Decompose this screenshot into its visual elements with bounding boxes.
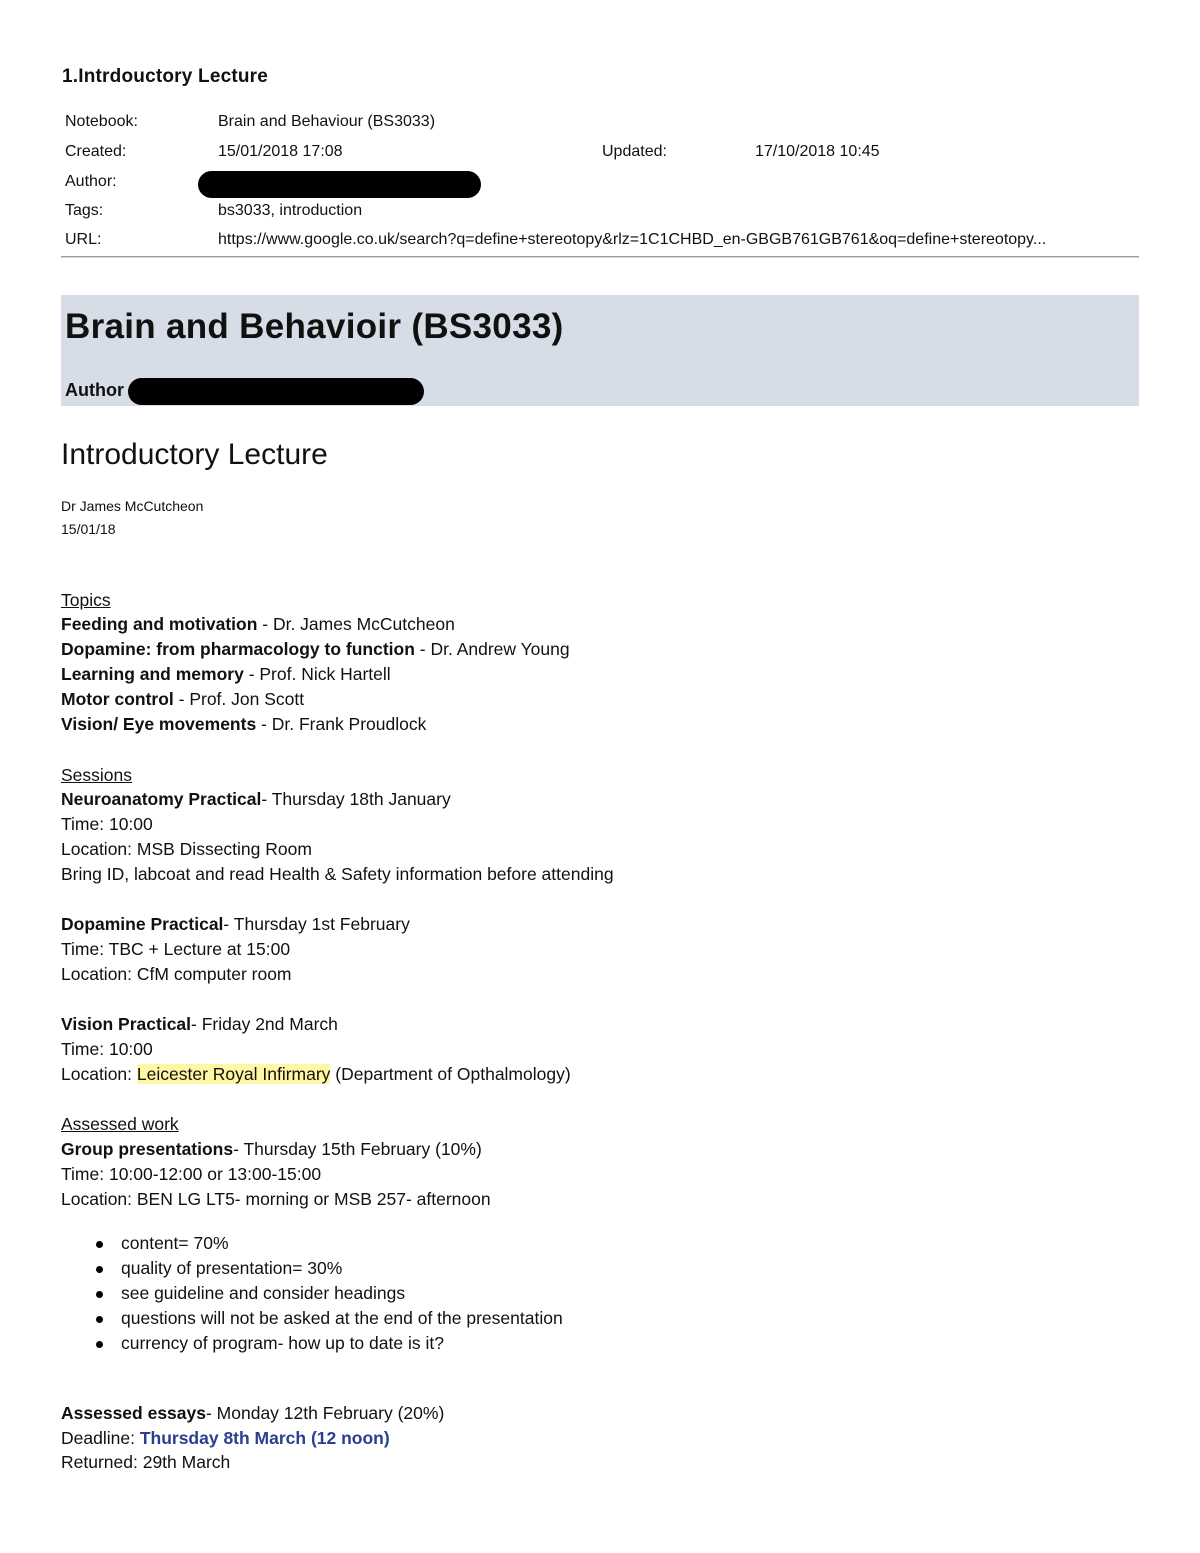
list-item [96,1283,563,1308]
banner-author-label: Author [65,380,124,400]
url-label: URL: [65,231,102,248]
session-name: Dopamine Practical [61,914,224,934]
lecture-heading: Introductory Lecture [61,438,328,471]
topic-title: Vision/ Eye movements [61,714,257,734]
session-note: Bring ID, labcoat and read Health & Safety information before attending [61,864,614,884]
meta-row-created [65,143,1140,169]
session-location [61,1064,571,1085]
assessment-title [61,1139,482,1160]
topic-title: Motor control [61,689,174,709]
topic-item [61,614,455,635]
topic-lecturer: - Dr. Frank Proudlock [256,714,427,734]
list-item-text: currency of program- how up to date is it? [121,1333,444,1353]
topic-lecturer: - Dr. James McCutcheon [257,614,455,634]
sessions-heading: Sessions [61,765,133,785]
updated-value: 17/10/2018 10:45 [755,143,880,160]
meta-row-url [65,231,1140,257]
assessment-date: - Thursday 15th February (10%) [233,1139,482,1159]
assessed-heading: Assessed work [61,1114,179,1134]
list-item-text: content= 70% [121,1233,229,1253]
session-location: Location: MSB Dissecting Room [61,839,312,859]
assessment-location: Location: BEN LG LT5- morning or MSB 257- afternoon [61,1189,491,1209]
notebook-label: Notebook: [65,113,138,130]
session-name: Vision Practical [61,1014,192,1034]
bullet-icon [96,1341,103,1348]
lecturer-name: Dr James McCutcheon [61,498,204,514]
session-location: Location: CfM computer room [61,964,292,984]
topic-lecturer: - Prof. Nick Hartell [243,664,391,684]
session-name: Neuroanatomy Practical [61,789,262,809]
highlighted-location: Leicester Royal Infirmary [136,1064,331,1084]
tags-value[interactable]: bs3033, introduction [218,202,363,219]
session-title [61,789,451,810]
author-redaction [198,171,481,198]
list-item-text: quality of presentation= 30% [121,1258,343,1278]
notebook-value[interactable]: Brain and Behaviour (BS3033) [218,113,436,130]
session-title [61,1014,338,1035]
bullet-icon [96,1291,103,1298]
topic-title: Dopamine: from pharmacology to function [61,639,415,659]
topic-title: Feeding and motivation [61,614,258,634]
topic-item [61,639,570,660]
location-prefix: Location: [61,1064,137,1084]
meta-row-tags [65,202,1140,228]
created-value: 15/01/2018 17:08 [218,143,343,160]
assessment-name: Group presentations [61,1139,234,1159]
list-item [96,1233,563,1258]
banner-title: Brain and Behavioir (BS3033) [65,307,564,346]
essays-title [61,1403,444,1424]
session-date: - Friday 2nd March [191,1014,338,1034]
session-date: - Thursday 18th January [261,789,451,809]
list-item [96,1258,563,1283]
location-suffix: (Department of Opthalmology) [330,1064,571,1084]
essays-date: - Monday 12th February (20%) [205,1403,445,1423]
tags-label: Tags: [65,202,104,219]
topic-item [61,714,426,735]
list-item-text: questions will not be asked at the end of the presentation [121,1308,563,1328]
author-label: Author: [65,173,117,190]
list-item-text: see guideline and consider headings [121,1283,406,1303]
deadline-label: Deadline: [61,1428,140,1448]
created-label: Created: [65,143,127,160]
note-title: 1.Intrdouctory Lecture [62,66,269,87]
deadline-value: Thursday 8th March (12 noon) [139,1428,390,1448]
list-item [96,1308,563,1333]
assessment-time: Time: 10:00-12:00 or 13:00-15:00 [61,1164,322,1184]
bullet-icon [96,1266,103,1273]
session-time: Time: TBC + Lecture at 15:00 [61,939,291,959]
meta-row-notebook [65,113,1140,139]
session-time: Time: 10:00 [61,1039,153,1059]
session-time: Time: 10:00 [61,814,153,834]
bullet-icon [96,1241,103,1248]
criteria-list [96,1233,563,1358]
topic-lecturer: - Prof. Jon Scott [173,689,305,709]
essays-name: Assessed essays [61,1403,206,1423]
session-title [61,914,410,935]
topic-lecturer: - Dr. Andrew Young [414,639,570,659]
list-item [96,1333,563,1358]
essays-deadline [61,1428,390,1449]
session-date: - Thursday 1st February [223,914,410,934]
topic-item [61,664,391,685]
bullet-icon [96,1316,103,1323]
url-link[interactable]: https://www.google.co.uk/search?q=define+stereotopy&rlz=1C1CHBD_en-GBGB761GB761&oq=define+stereotopy... [218,231,1047,248]
essays-returned: Returned: 29th March [61,1452,231,1472]
topic-title: Learning and memory [61,664,244,684]
banner-author-redaction [128,378,424,405]
metadata-divider [61,256,1139,257]
updated-label: Updated: [602,143,667,160]
lecture-date: 15/01/18 [61,521,116,537]
topic-item [61,689,304,710]
topics-heading: Topics [61,590,111,610]
